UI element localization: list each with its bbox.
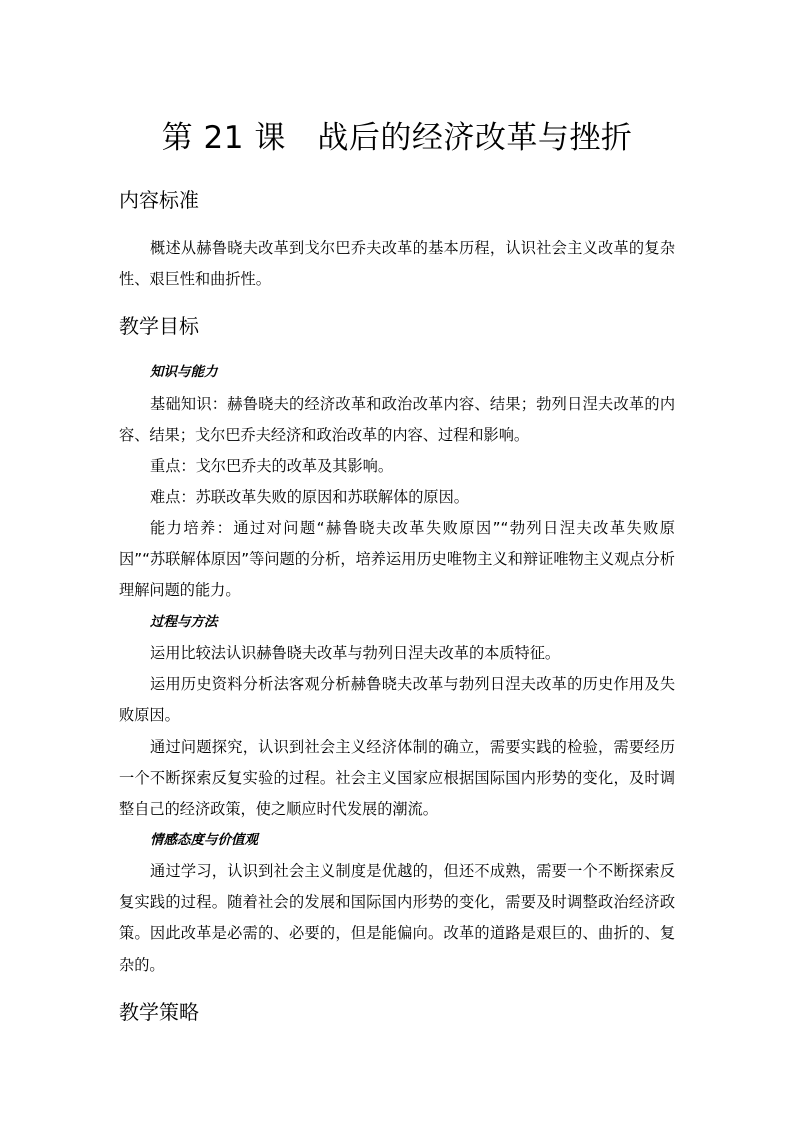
page-title: 第 21 课 战后的经济改革与挫折 [161,120,633,156]
content-standard-paragraph: 概述从赫鲁晓夫改革到戈尔巴乔夫改革的基本历程，认识社会主义改革的复杂性、艰巨性和曲折性。 [119,239,675,289]
process-paragraph-3: 通过问题探究，认识到社会主义经济体制的确立，需要实践的检验，需要经历一个不断探索反复实验的过程。社会主义国家应根据国际国内形势的变化，及时调整自己的经济政策，使之顺应时代发展的潮流。 [119,738,675,819]
section-heading-content-standard: 内容标准 [119,188,199,212]
process-paragraph-2: 运用历史资料分析法客观分析赫鲁晓夫改革与勃列日涅夫改革的历史作用及失败原因。 [119,675,675,725]
knowledge-ability-paragraph: 能力培养：通过对问题“赫鲁晓夫改革失败原因”“勃列日涅夫改革失败原因”“苏联解体原因”等问题的分析，培养运用历史唯物主义和辩证唯物主义观点分析理解问题的能力。 [119,519,675,600]
knowledge-difficulty-paragraph: 难点：苏联改革失败的原因和苏联解体的原因。 [150,488,469,506]
subheading-emotion-values: 情感态度与价值观 [150,832,258,848]
knowledge-basic-paragraph: 基础知识：赫鲁晓夫的经济改革和政治改革内容、结果；勃列日涅夫改革的内容、结果；戈尔巴乔夫经济和政治改革的内容、过程和影响。 [119,395,675,445]
emotion-paragraph-1: 通过学习，认识到社会主义制度是优越的，但还不成熟，需要一个不断探索反复实践的过程。随着社会的发展和国际国内形势的变化，需要及时调整政治经济政策。因此改革是必需的、必要的，但是能偏向。改革的道路是艰巨的、曲折的、复杂的。 [119,862,675,974]
process-paragraph-1: 运用比较法认识赫鲁晓夫改革与勃列日涅夫改革的本质特征。 [150,644,561,662]
section-heading-teaching-strategy: 教学策略 [119,1000,199,1024]
knowledge-key-point-paragraph: 重点：戈尔巴乔夫的改革及其影响。 [150,457,393,475]
subheading-knowledge-ability: 知识与能力 [150,364,218,380]
subheading-process-method: 过程与方法 [150,614,218,630]
section-heading-teaching-goals: 教学目标 [119,314,199,338]
